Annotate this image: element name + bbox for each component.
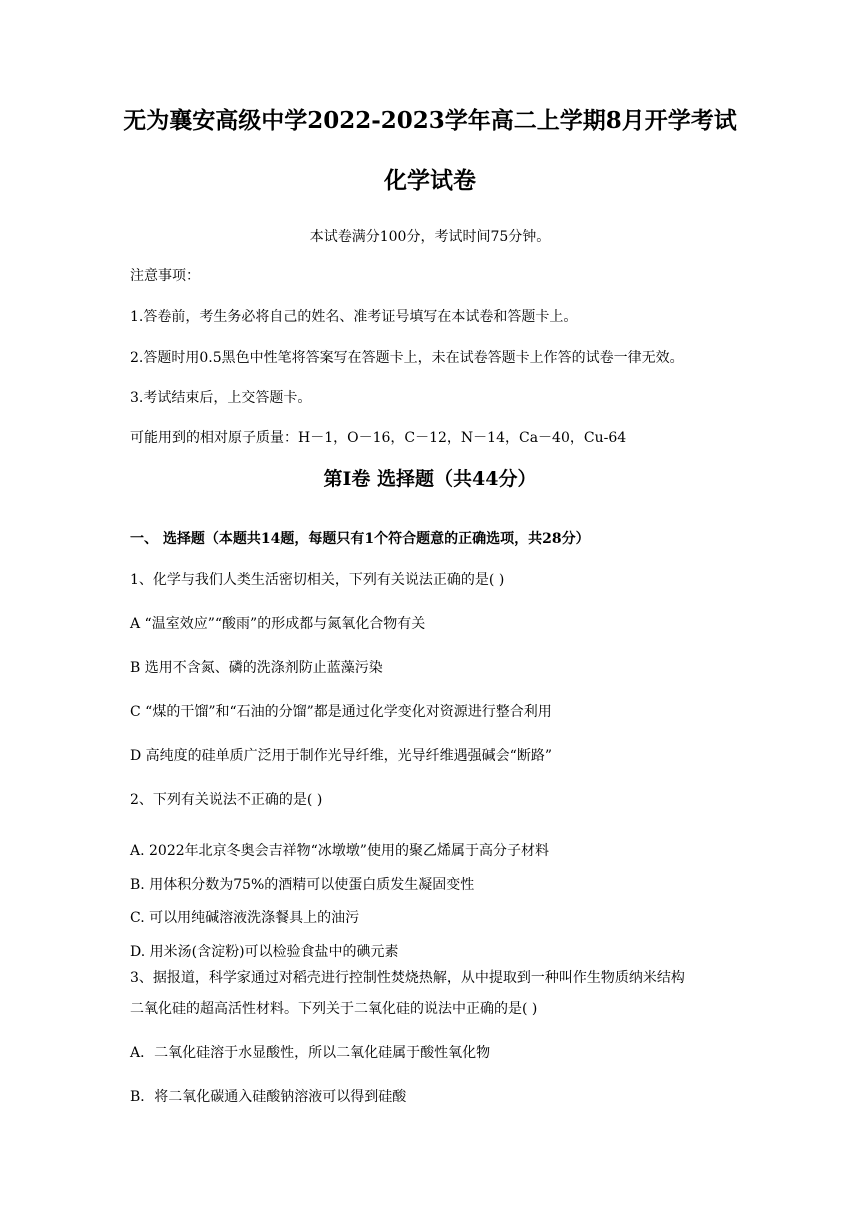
- question-1-option-d: D 高纯度的硅单质广泛用于制作光导纤维，光导纤维遇强碱会“断路”: [130, 748, 552, 764]
- exam-info: 本试卷满分100分，考试时间75分钟。: [309, 229, 551, 245]
- exam-subtitle: 化学试卷: [384, 167, 476, 194]
- question-3-option-a: A．二氧化硅溶于水显酸性，所以二氧化硅属于酸性氧化物: [130, 1045, 491, 1061]
- section-title: 第Ⅰ卷 选择题（共44分）: [323, 468, 537, 490]
- question-2-stem: 2、下列有关说法不正确的是( ): [130, 792, 323, 808]
- question-3-stem-line-2: 二氧化硅的超高活性材料。下列关于二氧化硅的说法中正确的是( ): [130, 1001, 538, 1017]
- question-2-option-a: A. 2022年北京冬奥会吉祥物“冰墩墩”使用的聚乙烯属于高分子材料: [130, 843, 549, 859]
- notice-heading: 注意事项：: [130, 268, 200, 284]
- notice-item-3: 3.考试结束后，上交答题卡。: [130, 390, 312, 406]
- question-1-option-b: B 选用不含氮、磷的洗涤剂防止蓝藻污染: [130, 660, 383, 676]
- question-3-stem-line-1: 3、据报道，科学家通过对稻壳进行控制性焚烧热解，从中提取到一种叫作生物质纳米结构: [130, 970, 685, 986]
- question-1-option-c: C “煤的干馏”和“石油的分馏”都是通过化学变化对资源进行整合利用: [130, 704, 552, 720]
- question-1-option-a: A “温室效应”“酸雨”的形成都与氮氧化合物有关: [130, 616, 426, 632]
- atomic-masses: 可能用到的相对原子质量：H－1，O－16，C－12，N－14，Ca－40，Cu-64: [130, 430, 627, 446]
- exam-title: 无为襄安高级中学2022-2023学年高二上学期8月开学考试: [123, 107, 737, 134]
- question-2-option-d: D. 用米汤(含淀粉)可以检验食盐中的碘元素: [130, 944, 399, 960]
- question-1-stem: 1、化学与我们人类生活密切相关，下列有关说法正确的是( ): [130, 572, 505, 588]
- question-2-option-b: B. 用体积分数为75%的酒精可以使蛋白质发生凝固变性: [130, 877, 475, 893]
- question-2-option-c: C. 可以用纯碱溶液洗涤餐具上的油污: [130, 910, 360, 926]
- notice-item-1: 1.答卷前，考生务必将自己的姓名、准考证号填写在本试卷和答题卡上。: [130, 309, 578, 325]
- notice-item-2: 2.答题时用0.5黑色中性笔将答案写在答题卡上，未在试卷答题卡上作答的试卷一律无效。: [130, 350, 684, 366]
- question-3-option-b: B．将二氧化碳通入硅酸钠溶液可以得到硅酸: [130, 1089, 407, 1105]
- part-heading: 一、 选择题（本题共14题，每题只有1个符合题意的正确选项，共28分）: [130, 531, 590, 547]
